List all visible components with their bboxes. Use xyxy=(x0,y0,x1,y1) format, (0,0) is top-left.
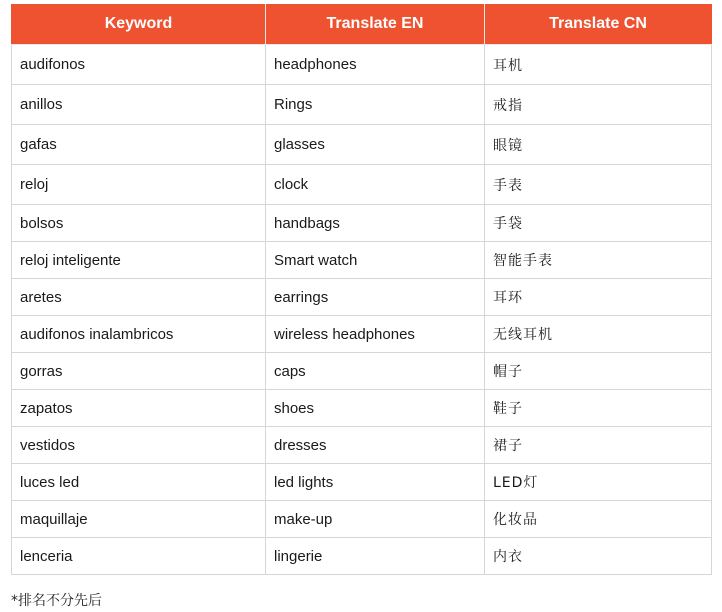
keyword-cell: lenceria xyxy=(12,538,266,575)
table-row xyxy=(12,205,712,242)
header-keyword: Keyword xyxy=(12,4,266,45)
keyword-cell: luces led xyxy=(12,464,266,501)
chinese-cell: 眼镜 xyxy=(485,125,712,165)
english-cell: handbags xyxy=(266,205,485,242)
keyword-cell: reloj inteligente xyxy=(12,242,266,279)
keyword-cell: audifonos inalambricos xyxy=(12,316,266,353)
english-cell: earrings xyxy=(266,279,485,316)
table-row xyxy=(12,390,712,427)
table-row xyxy=(12,165,712,205)
english-cell: make-up xyxy=(266,501,485,538)
chinese-cell: 无线耳机 xyxy=(485,316,712,353)
keyword-cell: reloj xyxy=(12,165,266,205)
keyword-cell: maquillaje xyxy=(12,501,266,538)
chinese-cell: 内衣 xyxy=(485,538,712,575)
chinese-cell: 耳环 xyxy=(485,279,712,316)
keyword-cell: gorras xyxy=(12,353,266,390)
keyword-table-container xyxy=(11,4,711,575)
english-cell: glasses xyxy=(266,125,485,165)
table-row xyxy=(12,242,712,279)
keyword-cell: audifonos xyxy=(12,45,266,85)
chinese-cell: 帽子 xyxy=(485,353,712,390)
table-row xyxy=(12,125,712,165)
table-header-row xyxy=(12,4,712,45)
english-cell: lingerie xyxy=(266,538,485,575)
keyword-cell: aretes xyxy=(12,279,266,316)
table-row xyxy=(12,85,712,125)
chinese-cell: 智能手表 xyxy=(485,242,712,279)
english-cell: caps xyxy=(266,353,485,390)
chinese-cell: 耳机 xyxy=(485,45,712,85)
chinese-cell: 手袋 xyxy=(485,205,712,242)
english-cell: Rings xyxy=(266,85,485,125)
table-row xyxy=(12,279,712,316)
chinese-cell: 鞋子 xyxy=(485,390,712,427)
keyword-cell: gafas xyxy=(12,125,266,165)
table-row xyxy=(12,45,712,85)
table-row xyxy=(12,427,712,464)
chinese-cell: 化妆品 xyxy=(485,501,712,538)
chinese-cell: 手表 xyxy=(485,165,712,205)
keyword-cell: bolsos xyxy=(12,205,266,242)
english-cell: dresses xyxy=(266,427,485,464)
chinese-cell: 裙子 xyxy=(485,427,712,464)
english-cell: shoes xyxy=(266,390,485,427)
table-row xyxy=(12,316,712,353)
header-translate-cn: Translate CN xyxy=(485,4,712,45)
chinese-cell: 戒指 xyxy=(485,85,712,125)
english-cell: headphones xyxy=(266,45,485,85)
english-cell: led lights xyxy=(266,464,485,501)
header-translate-en: Translate EN xyxy=(266,4,485,45)
table-row xyxy=(12,501,712,538)
table-row xyxy=(12,353,712,390)
ranking-footnote: *排名不分先后 xyxy=(11,593,102,609)
english-cell: Smart watch xyxy=(266,242,485,279)
table-row xyxy=(12,464,712,501)
keyword-translation-table xyxy=(11,4,712,575)
chinese-cell: LED灯 xyxy=(485,464,712,501)
keyword-cell: vestidos xyxy=(12,427,266,464)
english-cell: wireless headphones xyxy=(266,316,485,353)
keyword-cell: anillos xyxy=(12,85,266,125)
english-cell: clock xyxy=(266,165,485,205)
table-row xyxy=(12,538,712,575)
keyword-cell: zapatos xyxy=(12,390,266,427)
